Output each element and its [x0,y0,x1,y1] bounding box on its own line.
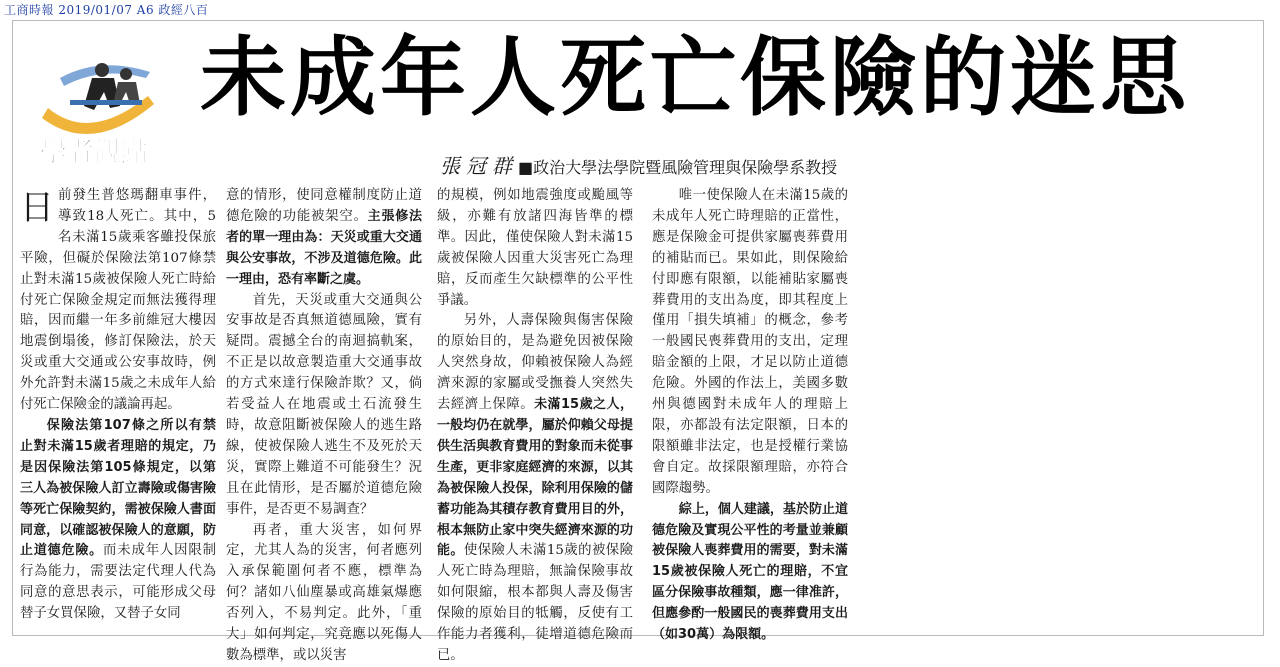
body-text: 首先，天災或重大交通與公安事故是否真無道德風險，實有疑問。震撼全台的南迴搞軌案，不正是以故意製造重大交通事故的方式來達行保險詐欺？又，倘若受益人在地震或土石流發生時，故意阻斷被保險人的逃生路線，使被保險人逃生不及死於天災，實際上難道不可能發生？況且在此情形，是否屬於道德危險事件，是否更不易調查？ [226,292,422,517]
paragraph [652,500,848,646]
article-column-1 [20,186,216,626]
column-logo [30,38,180,173]
body-text: 意的情形，使同意權制度防止道德危險的功能被架空。 [226,188,422,224]
body-text: 唯一使保險人在未滿15歲的未成年人死亡時理賠的正當性，應是保險金可提供家屬喪葬費用的補貼而已。果如此，則保險給付即應有限額，以能補貼家屬喪葬費用的支出為度，即其程度上僅用「損失填補」的概念，參考一般國民喪葬費用的支出，定理賠金額的上限，才足以防止道德危險。外國的作法上，美國多數州與德國對未成年人的理賠上限，亦都設有法定限額，日本的限額雖非法定，也是授權行業協會自定。故採限額理賠，亦符合國際趨勢。 [652,188,848,496]
paragraph [20,416,216,625]
scholar-figures-icon [42,63,154,134]
body-text: 另外，人壽保險與傷害保險的原始目的，是為避免因被保險人突然身故，仰賴被保險人為經濟來源的家屬或受撫養人突然失去經濟上保障。 [437,313,633,413]
drop-cap: 日 [20,188,54,228]
emphasis-text: 綜上，個人建議，基於防止道德危險及實現公平性的考量並兼顧被保險人喪葬費用的需要，對未滿15歲被保險人死亡的理賠，不宜區分保險事故種類，應一律准許，但應參酌一般國民的喪葬費用支出（如30萬）為限額。 [652,501,848,643]
body-text: 使保險人未滿15歲的被保險人死亡時為理賠，無論保險事故如何限縮，根本都與人壽及傷害保險的原始目的牴觸，反使有工作能力者獲利，徒增道德危險而已。 [437,543,633,663]
body-text: 前發生普悠瑪翻車事件，導致18人死亡。其中，5名未滿15歲乘客雖投保旅平險，但礙於保險法第107條禁止對未滿15歲被保險人死亡時給付死亡保險金規定而無法獲得理賠，因而繼一年多前維冠大樓因地震倒塌後，修訂保險法，於天災或重大交通或公安事故時，例外允許對未滿15歲之未成年人給付死亡保險金的議論再起。 [20,188,216,413]
paragraph [652,186,848,500]
paragraph [226,521,422,667]
body-text: 而未成年人因限制行為能力，需要法定代理人代為同意的意思表示，可能形成父母替子女買保險，又替子女同 [20,543,216,622]
paragraph [20,186,216,416]
body-text: 再者，重大災害，如何界定，尤其人為的災害，何者應列入承保範圍何者不應，標準為何？諸如八仙塵暴或高雄氣爆應否列入，不易判定。此外，「重大」如何判定，究竟應以死傷人數為標準，或以災害 [226,522,422,663]
paragraph [226,186,422,291]
emphasis-text: 保險法第107條之所以有禁止對未滿15歲者理賠的規定，乃是因保險法第105條規定，以第三人為被保險人訂立壽險或傷害險等死亡保險契約，需被保險人書面同意，以確認被保險人的意願，防止道德危險。 [20,417,216,559]
byline-affiliation: ■政治大學法學院暨風險管理與保險學系教授 [518,158,838,177]
headline: 未成年人死亡保險的迷思 [200,28,1190,128]
source-line: 工商時報 2019/01/07 A6 政經八百 [4,3,209,17]
column-logo-label: 學者觀點 [40,137,148,168]
paragraph [437,311,633,666]
article-column-2 [226,186,422,663]
byline [440,150,837,179]
article-column-3 [437,186,634,663]
paragraph [437,186,633,311]
byline-author: 張冠群 [440,154,518,178]
paragraph [226,291,422,521]
emphasis-text: 未滿15歲之人，一般均仍在就學，屬於仰賴父母提供生活與教育費用的對象而未從事生產，更非家庭經濟的來源，以其為被保險人投保，除利用保險的儲蓄功能為其積存教育費用目的外，根本無防止家中突失經濟來源的功能。 [437,397,634,559]
article-column-4 [652,186,848,643]
body-text: 的規模，例如地震強度或颱風等級，亦難有放諸四海皆準的標準。因此，僅使保險人對未滿15歲被保險人因重大災害死亡為理賠，反而產生欠缺標準的公平性爭議。 [437,188,633,308]
emphasis-text: 主張修法者的單一理由為：天災或重大交通與公安事故，不涉及道德危險。此一理由，恐有率斷之虞。 [226,208,422,287]
